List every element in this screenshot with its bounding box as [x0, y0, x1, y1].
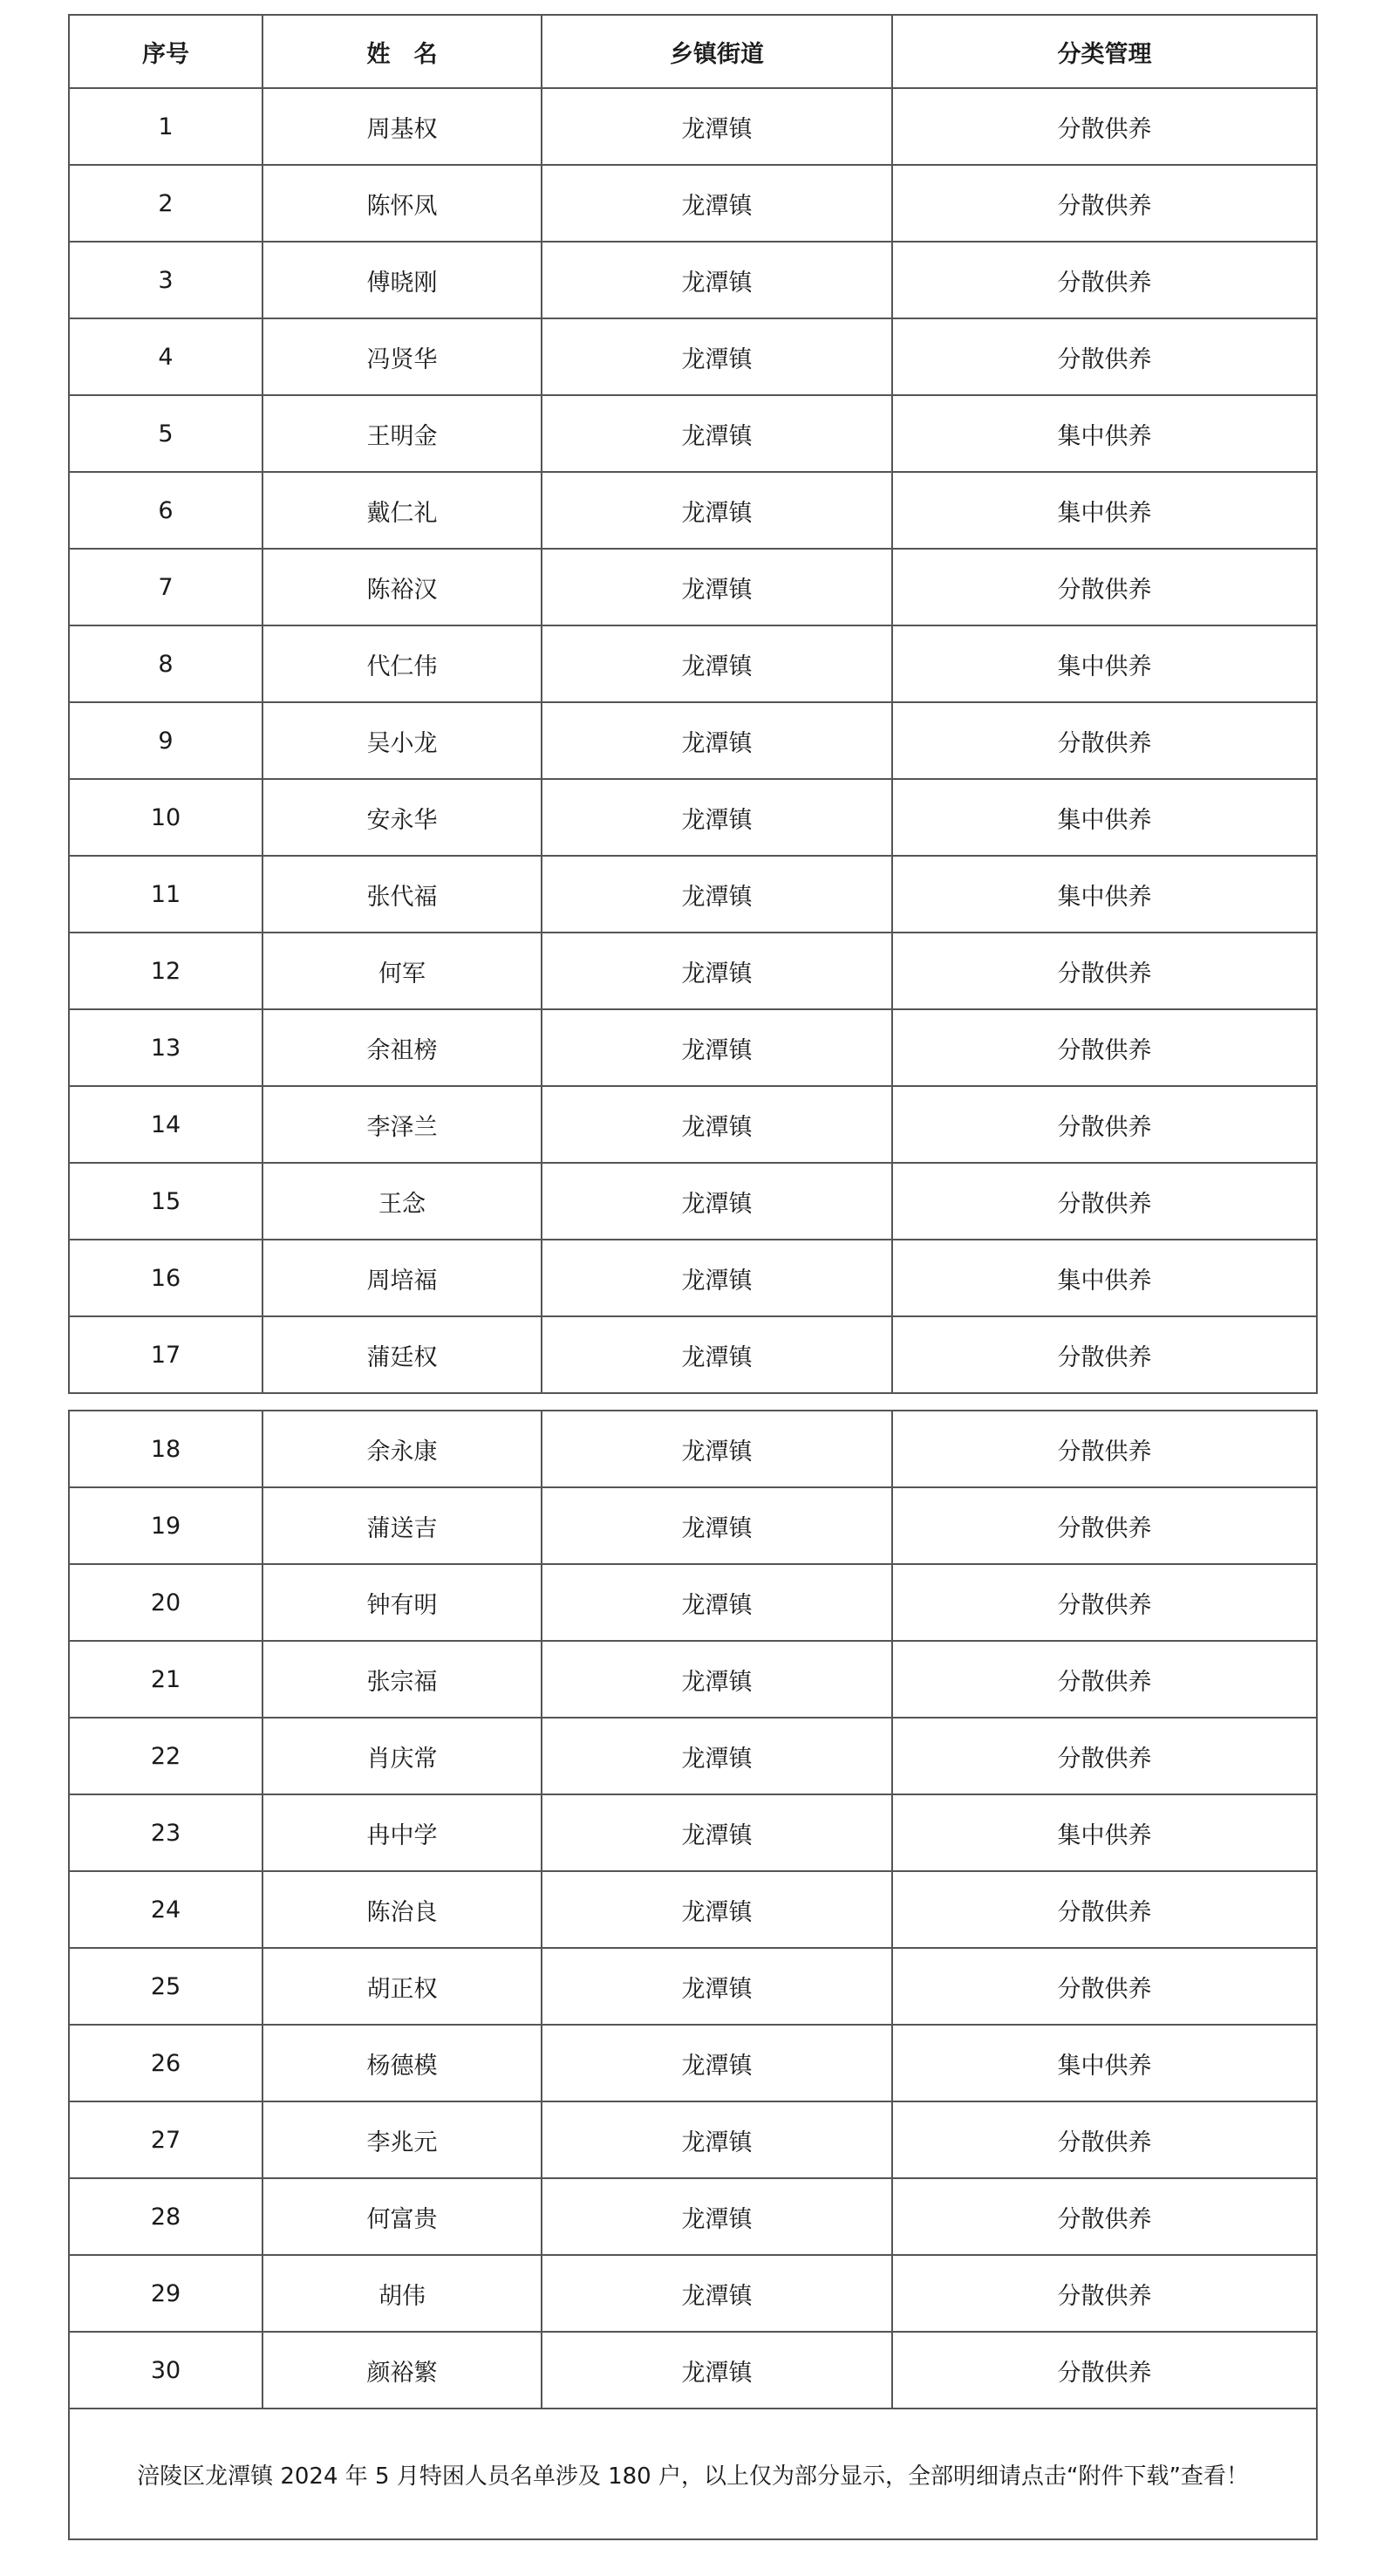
cell-index: 14 [69, 1086, 262, 1163]
roster-table-part-1 [68, 14, 1318, 1394]
cell-category: 分散供养 [892, 702, 1317, 779]
cell-township: 龙潭镇 [542, 2101, 892, 2178]
cell-name: 陈怀凤 [262, 165, 542, 242]
cell-township: 龙潭镇 [542, 88, 892, 165]
table-row [69, 1948, 1317, 2025]
cell-township: 龙潭镇 [542, 1871, 892, 1948]
cell-category: 分散供养 [892, 933, 1317, 1009]
cell-index: 10 [69, 779, 262, 856]
cell-index: 23 [69, 1794, 262, 1871]
cell-name: 戴仁礼 [262, 472, 542, 549]
footer-note: 涪陵区龙潭镇 2024 年 5 月特困人员名单涉及 180 户，以上仅为部分显示，全部明细请点击“附件下载”查看！ [69, 2409, 1317, 2539]
cell-name: 余永康 [262, 1411, 542, 1487]
table-row [69, 1871, 1317, 1948]
cell-township: 龙潭镇 [542, 625, 892, 702]
cell-category: 分散供养 [892, 2101, 1317, 2178]
cell-name: 何富贵 [262, 2178, 542, 2255]
cell-township: 龙潭镇 [542, 472, 892, 549]
cell-name: 傅晓刚 [262, 242, 542, 318]
cell-category: 集中供养 [892, 856, 1317, 933]
table-row [69, 242, 1317, 318]
table-body-part-2 [69, 1411, 1317, 2409]
cell-name: 王念 [262, 1163, 542, 1240]
table-row [69, 856, 1317, 933]
cell-name: 周培福 [262, 1240, 542, 1316]
cell-name: 陈裕汉 [262, 549, 542, 625]
table-row [69, 933, 1317, 1009]
cell-index: 24 [69, 1871, 262, 1948]
table-header-row [69, 15, 1317, 88]
cell-category: 分散供养 [892, 549, 1317, 625]
table-row [69, 318, 1317, 395]
cell-index: 22 [69, 1718, 262, 1794]
table-row [69, 2101, 1317, 2178]
cell-township: 龙潭镇 [542, 242, 892, 318]
cell-township: 龙潭镇 [542, 2178, 892, 2255]
cell-index: 9 [69, 702, 262, 779]
cell-category: 集中供养 [892, 472, 1317, 549]
cell-category: 分散供养 [892, 1316, 1317, 1393]
table-row [69, 2332, 1317, 2409]
cell-index: 13 [69, 1009, 262, 1086]
cell-township: 龙潭镇 [542, 1316, 892, 1393]
cell-index: 30 [69, 2332, 262, 2409]
cell-index: 8 [69, 625, 262, 702]
cell-name: 何军 [262, 933, 542, 1009]
cell-category: 分散供养 [892, 1487, 1317, 1564]
header-category: 分类管理 [892, 15, 1317, 88]
cell-category: 集中供养 [892, 395, 1317, 472]
table-row [69, 88, 1317, 165]
cell-index: 12 [69, 933, 262, 1009]
cell-name: 陈治良 [262, 1871, 542, 1948]
cell-township: 龙潭镇 [542, 779, 892, 856]
cell-index: 16 [69, 1240, 262, 1316]
cell-category: 分散供养 [892, 1009, 1317, 1086]
cell-name: 冉中学 [262, 1794, 542, 1871]
table-row [69, 1794, 1317, 1871]
cell-name: 张宗福 [262, 1641, 542, 1718]
cell-index: 4 [69, 318, 262, 395]
cell-name: 杨德模 [262, 2025, 542, 2101]
cell-category: 分散供养 [892, 1163, 1317, 1240]
table-row [69, 1316, 1317, 1393]
cell-township: 龙潭镇 [542, 2025, 892, 2101]
table-body-part-1 [69, 88, 1317, 1393]
cell-name: 冯贤华 [262, 318, 542, 395]
cell-index: 5 [69, 395, 262, 472]
cell-township: 龙潭镇 [542, 1718, 892, 1794]
cell-township: 龙潭镇 [542, 1487, 892, 1564]
cell-name: 李泽兰 [262, 1086, 542, 1163]
cell-name: 代仁伟 [262, 625, 542, 702]
cell-index: 28 [69, 2178, 262, 2255]
cell-category: 集中供养 [892, 625, 1317, 702]
cell-name: 周基权 [262, 88, 542, 165]
cell-category: 分散供养 [892, 2332, 1317, 2409]
cell-township: 龙潭镇 [542, 1163, 892, 1240]
cell-township: 龙潭镇 [542, 1240, 892, 1316]
table-row [69, 625, 1317, 702]
cell-category: 集中供养 [892, 2025, 1317, 2101]
cell-township: 龙潭镇 [542, 1009, 892, 1086]
cell-index: 27 [69, 2101, 262, 2178]
cell-name: 蒲送吉 [262, 1487, 542, 1564]
cell-index: 25 [69, 1948, 262, 2025]
table-row [69, 2025, 1317, 2101]
table-row [69, 1641, 1317, 1718]
table-row [69, 165, 1317, 242]
header-township: 乡镇街道 [542, 15, 892, 88]
cell-index: 17 [69, 1316, 262, 1393]
header-name: 姓 名 [262, 15, 542, 88]
cell-name: 李兆元 [262, 2101, 542, 2178]
cell-township: 龙潭镇 [542, 549, 892, 625]
cell-name: 蒲廷权 [262, 1316, 542, 1393]
table-row [69, 472, 1317, 549]
cell-township: 龙潭镇 [542, 2332, 892, 2409]
cell-category: 分散供养 [892, 1718, 1317, 1794]
cell-township: 龙潭镇 [542, 856, 892, 933]
cell-category: 分散供养 [892, 2178, 1317, 2255]
cell-category: 分散供养 [892, 1564, 1317, 1641]
cell-index: 6 [69, 472, 262, 549]
cell-name: 安永华 [262, 779, 542, 856]
footer-row [69, 2409, 1317, 2539]
cell-name: 钟有明 [262, 1564, 542, 1641]
table-row [69, 1240, 1317, 1316]
table-row [69, 1163, 1317, 1240]
cell-category: 集中供养 [892, 779, 1317, 856]
table-row [69, 1718, 1317, 1794]
cell-category: 分散供养 [892, 1871, 1317, 1948]
roster-table-part-2 [68, 1410, 1318, 2540]
cell-index: 15 [69, 1163, 262, 1240]
cell-index: 2 [69, 165, 262, 242]
table-row [69, 1009, 1317, 1086]
cell-category: 分散供养 [892, 88, 1317, 165]
cell-township: 龙潭镇 [542, 702, 892, 779]
cell-index: 3 [69, 242, 262, 318]
cell-index: 21 [69, 1641, 262, 1718]
cell-index: 1 [69, 88, 262, 165]
cell-category: 分散供养 [892, 2255, 1317, 2332]
cell-index: 19 [69, 1487, 262, 1564]
cell-name: 吴小龙 [262, 702, 542, 779]
cell-township: 龙潭镇 [542, 1794, 892, 1871]
cell-township: 龙潭镇 [542, 1411, 892, 1487]
cell-index: 18 [69, 1411, 262, 1487]
cell-township: 龙潭镇 [542, 1086, 892, 1163]
table-row [69, 2255, 1317, 2332]
cell-category: 分散供养 [892, 1641, 1317, 1718]
cell-category: 分散供养 [892, 1411, 1317, 1487]
table-row [69, 702, 1317, 779]
table-row [69, 549, 1317, 625]
cell-name: 肖庆常 [262, 1718, 542, 1794]
header-index: 序号 [69, 15, 262, 88]
table-row [69, 1487, 1317, 1564]
cell-name: 王明金 [262, 395, 542, 472]
table-row [69, 2178, 1317, 2255]
cell-township: 龙潭镇 [542, 165, 892, 242]
cell-name: 胡正权 [262, 1948, 542, 2025]
cell-township: 龙潭镇 [542, 2255, 892, 2332]
cell-name: 胡伟 [262, 2255, 542, 2332]
table-row [69, 1086, 1317, 1163]
cell-township: 龙潭镇 [542, 1564, 892, 1641]
cell-township: 龙潭镇 [542, 318, 892, 395]
cell-category: 集中供养 [892, 1240, 1317, 1316]
table-row [69, 1564, 1317, 1641]
cell-township: 龙潭镇 [542, 395, 892, 472]
cell-category: 分散供养 [892, 165, 1317, 242]
cell-index: 11 [69, 856, 262, 933]
cell-index: 26 [69, 2025, 262, 2101]
cell-township: 龙潭镇 [542, 1641, 892, 1718]
cell-category: 分散供养 [892, 1948, 1317, 2025]
table-row [69, 1411, 1317, 1487]
cell-category: 分散供养 [892, 1086, 1317, 1163]
cell-township: 龙潭镇 [542, 1948, 892, 2025]
cell-township: 龙潭镇 [542, 933, 892, 1009]
cell-index: 7 [69, 549, 262, 625]
cell-category: 分散供养 [892, 318, 1317, 395]
table-row [69, 779, 1317, 856]
cell-category: 集中供养 [892, 1794, 1317, 1871]
cell-name: 颜裕繁 [262, 2332, 542, 2409]
table-row [69, 395, 1317, 472]
cell-name: 余祖榜 [262, 1009, 542, 1086]
cell-index: 29 [69, 2255, 262, 2332]
cell-index: 20 [69, 1564, 262, 1641]
cell-category: 分散供养 [892, 242, 1317, 318]
cell-name: 张代福 [262, 856, 542, 933]
